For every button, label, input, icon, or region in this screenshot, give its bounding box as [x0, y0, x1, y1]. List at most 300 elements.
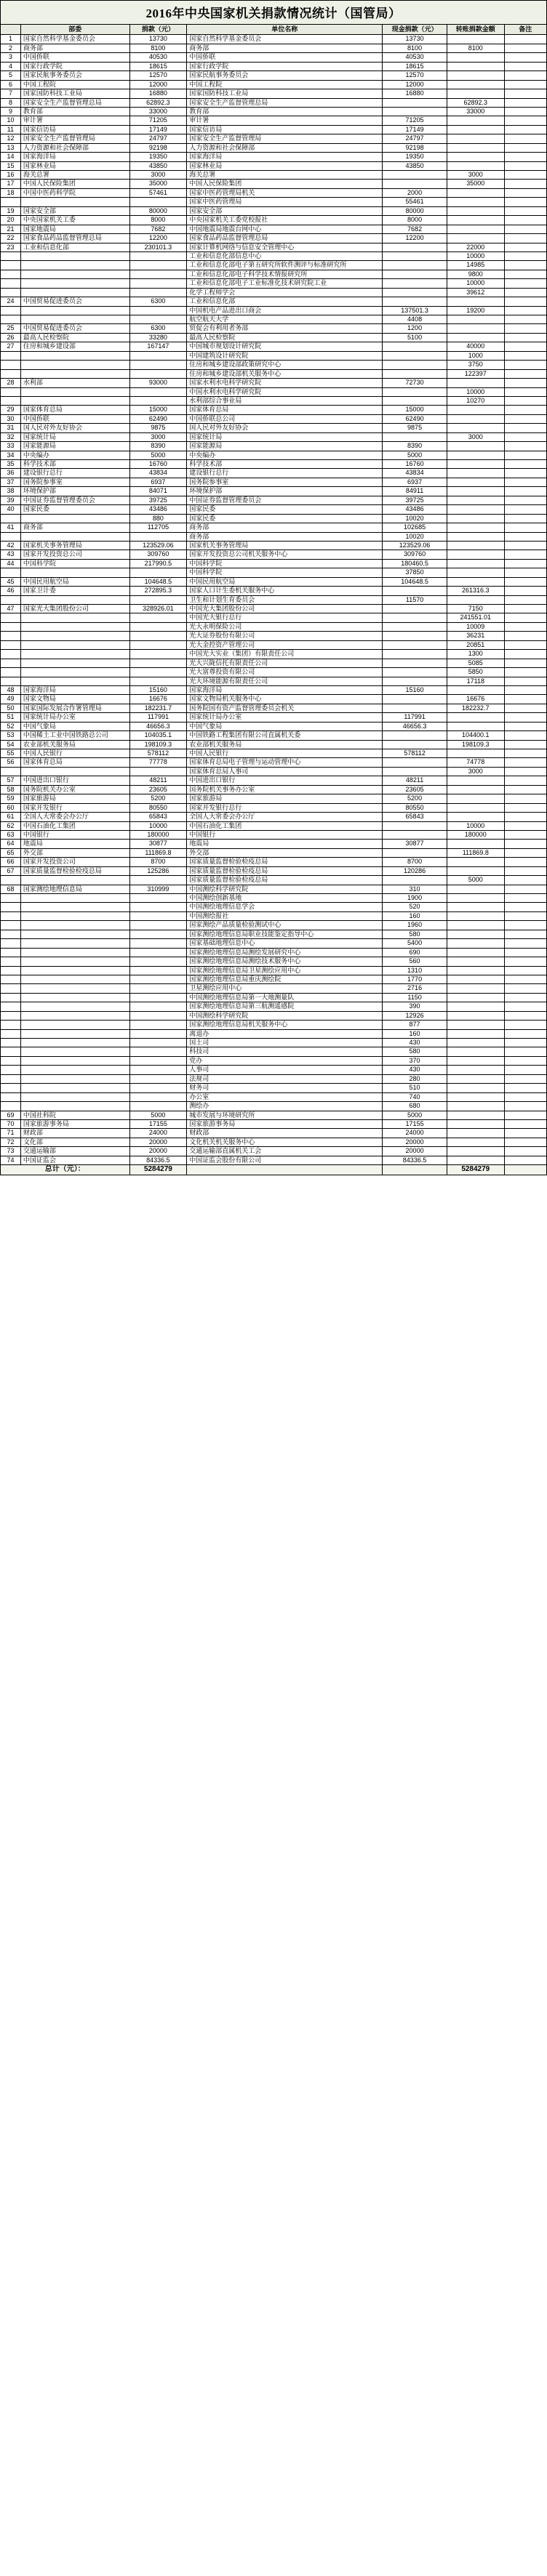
table-row: [1, 1084, 547, 1092]
table-row: [1, 695, 547, 704]
row-index: [1, 396, 21, 405]
table-row: [1, 514, 547, 523]
row-remark: [504, 876, 546, 885]
row-dept: 国家旅游事务局: [20, 1119, 129, 1128]
row-dept: [20, 396, 129, 405]
row-dept: [20, 532, 129, 541]
row-cash: 40530: [383, 53, 447, 62]
row-index: 20: [1, 216, 21, 225]
row-amount: [129, 568, 187, 577]
row-amount: 230101.3: [129, 243, 187, 251]
row-unit: 国家质量监督检验检疫总局: [187, 858, 383, 866]
row-index: [1, 966, 21, 975]
row-remark: [504, 469, 546, 478]
row-transfer: 7150: [447, 605, 504, 613]
row-amount: [129, 1084, 187, 1092]
row-amount: 3000: [129, 432, 187, 441]
row-remark: [504, 243, 546, 251]
row-remark: [504, 650, 546, 659]
row-amount: [129, 279, 187, 288]
row-dept: [20, 361, 129, 369]
row-transfer: [447, 813, 504, 821]
row-index: 8: [1, 98, 21, 107]
table-row: [1, 587, 547, 595]
table-row: [1, 451, 547, 459]
row-dept: [20, 911, 129, 920]
row-transfer: [447, 460, 504, 469]
table-row: [1, 1156, 547, 1164]
row-transfer: [447, 1002, 504, 1011]
row-transfer: 261316.3: [447, 587, 504, 595]
row-index: [1, 948, 21, 957]
table-row: [1, 776, 547, 785]
row-unit: 国家行政学院: [187, 62, 383, 71]
row-amount: [129, 1029, 187, 1038]
row-cash: 160: [383, 1029, 447, 1038]
row-index: [1, 957, 21, 966]
row-remark: [504, 361, 546, 369]
row-dept: [20, 1084, 129, 1092]
row-cash: 160: [383, 911, 447, 920]
row-amount: 33000: [129, 107, 187, 116]
row-index: 44: [1, 559, 21, 568]
row-index: 19: [1, 206, 21, 215]
row-cash: 430: [383, 1039, 447, 1047]
row-unit: 国家质量监督检验检疫总局: [187, 866, 383, 875]
table-row: [1, 1047, 547, 1056]
page-title: 2016年中央国家机关捐款情况统计（国管局）: [145, 7, 402, 20]
row-remark: [504, 432, 546, 441]
table-row: [1, 361, 547, 369]
table-row: [1, 153, 547, 161]
table-row: [1, 957, 547, 966]
row-transfer: [447, 939, 504, 948]
row-unit: 法规司: [187, 1074, 383, 1083]
row-transfer: [447, 1074, 504, 1083]
row-dept: 中国侨联: [20, 53, 129, 62]
row-cash: 690: [383, 948, 447, 957]
row-dept: [20, 1011, 129, 1020]
row-amount: [129, 640, 187, 649]
row-transfer: [447, 785, 504, 794]
row-remark: [504, 1102, 546, 1111]
row-amount: 62490: [129, 414, 187, 423]
table-row: [1, 342, 547, 351]
row-transfer: [447, 993, 504, 1002]
row-transfer: [447, 966, 504, 975]
row-amount: 578112: [129, 749, 187, 758]
row-unit: 财务司: [187, 1084, 383, 1092]
row-remark: [504, 605, 546, 613]
row-cash: [383, 640, 447, 649]
row-dept: [20, 1102, 129, 1111]
row-unit: 中国人民保险集团: [187, 180, 383, 188]
row-dept: 中国侨联: [20, 414, 129, 423]
row-cash: 80000: [383, 206, 447, 215]
row-amount: [129, 351, 187, 360]
row-amount: 48211: [129, 776, 187, 785]
row-cash: [383, 251, 447, 260]
row-index: 40: [1, 505, 21, 514]
page-title-bar: [0, 0, 547, 24]
row-index: 68: [1, 885, 21, 893]
row-remark: [504, 587, 546, 595]
row-remark: [504, 442, 546, 451]
row-unit: 国家基础地理信息中心: [187, 939, 383, 948]
row-transfer: [447, 153, 504, 161]
row-transfer: [447, 424, 504, 432]
row-index: [1, 622, 21, 631]
row-dept: 中国人民银行: [20, 749, 129, 758]
row-cash: 5200: [383, 794, 447, 803]
table-row: [1, 911, 547, 920]
row-unit: 办公室: [187, 1092, 383, 1101]
row-cash: 15000: [383, 406, 447, 414]
row-unit: 中国证券监督管理委员会: [187, 496, 383, 504]
row-index: 58: [1, 785, 21, 794]
row-cash: 8000: [383, 216, 447, 225]
row-dept: [20, 261, 129, 270]
row-transfer: 182232.7: [447, 704, 504, 712]
row-remark: [504, 713, 546, 722]
row-index: 24: [1, 297, 21, 306]
table-row: [1, 948, 547, 957]
row-index: 54: [1, 740, 21, 749]
row-transfer: [447, 333, 504, 342]
row-index: [1, 911, 21, 920]
row-cash: 1200: [383, 324, 447, 333]
row-remark: [504, 677, 546, 685]
row-unit: 国家体育总局电子管理与运动管理中心: [187, 758, 383, 767]
row-amount: 8100: [129, 44, 187, 52]
row-transfer: 62892.3: [447, 98, 504, 107]
row-amount: 93000: [129, 379, 187, 387]
row-remark: [504, 984, 546, 993]
row-index: 23: [1, 243, 21, 251]
row-cash: 5000: [383, 451, 447, 459]
table-row: [1, 785, 547, 794]
table-row: [1, 206, 547, 215]
row-remark: [504, 1074, 546, 1083]
row-amount: 8390: [129, 442, 187, 451]
row-dept: 中国贸易促进委员会: [20, 297, 129, 306]
row-unit: 国家水利水电科学研究院: [187, 379, 383, 387]
row-amount: [129, 622, 187, 631]
row-transfer: [447, 948, 504, 957]
row-cash: 5000: [383, 1111, 447, 1119]
row-remark: [504, 206, 546, 215]
row-remark: [504, 225, 546, 233]
row-dept: 农业部机关服务局: [20, 740, 129, 749]
row-unit: 国家测绘产品质量检验测试中心: [187, 921, 383, 930]
row-unit: 外交部: [187, 848, 383, 857]
row-remark: [504, 523, 546, 532]
row-amount: 8000: [129, 216, 187, 225]
row-cash: 23605: [383, 785, 447, 794]
row-remark: [504, 53, 546, 62]
row-dept: 教育部: [20, 107, 129, 116]
row-dept: 审计署: [20, 116, 129, 125]
row-dept: 国家体育总局: [20, 758, 129, 767]
table-row: [1, 478, 547, 486]
row-unit: 国人民对外友好协会: [187, 424, 383, 432]
row-cash: [383, 342, 447, 351]
row-amount: [129, 198, 187, 206]
row-index: 57: [1, 776, 21, 785]
row-dept: 最高人民检察院: [20, 333, 129, 342]
donation-table: [0, 24, 547, 1175]
row-transfer: [447, 794, 504, 803]
row-dept: 国家安全部: [20, 206, 129, 215]
row-amount: [129, 396, 187, 405]
row-amount: 112705: [129, 523, 187, 532]
row-remark: [504, 1056, 546, 1065]
row-cash: [383, 361, 447, 369]
row-cash: [383, 351, 447, 360]
row-amount: 111869.8: [129, 848, 187, 857]
row-amount: 309760: [129, 550, 187, 559]
row-unit: 环境保护部: [187, 487, 383, 496]
row-remark: [504, 306, 546, 315]
row-cash: 2000: [383, 188, 447, 197]
row-index: 29: [1, 406, 21, 414]
row-amount: 880: [129, 514, 187, 523]
row-amount: [129, 939, 187, 948]
row-index: 72: [1, 1138, 21, 1146]
table-row: [1, 387, 547, 396]
row-dept: [20, 1047, 129, 1056]
row-amount: [129, 993, 187, 1002]
row-cash: 309760: [383, 550, 447, 559]
row-unit: 国家机关事务管理局: [187, 541, 383, 550]
row-remark: [504, 613, 546, 622]
table-row: [1, 523, 547, 532]
row-amount: 15000: [129, 406, 187, 414]
row-unit: 文化机关机关服务中心: [187, 1138, 383, 1146]
row-dept: [20, 632, 129, 640]
row-cash: [383, 876, 447, 885]
row-transfer: [447, 234, 504, 243]
row-cash: 12570: [383, 71, 447, 80]
row-index: 60: [1, 803, 21, 812]
row-remark: [504, 776, 546, 785]
row-remark: [504, 921, 546, 930]
row-amount: 19350: [129, 153, 187, 161]
row-unit: 国家开发投资总公司机关服务中心: [187, 550, 383, 559]
row-cash: 43486: [383, 505, 447, 514]
row-dept: [20, 659, 129, 667]
table-row: [1, 198, 547, 206]
row-unit: 国家开发银行总行: [187, 803, 383, 812]
row-dept: 中国进出口银行: [20, 776, 129, 785]
row-cash: [383, 270, 447, 278]
row-remark: [504, 794, 546, 803]
row-index: 42: [1, 541, 21, 550]
row-amount: [129, 315, 187, 324]
row-amount: 104648.5: [129, 577, 187, 586]
table-row: [1, 496, 547, 504]
total-cash-blank: [383, 1165, 447, 1175]
row-amount: [129, 948, 187, 957]
row-amount: 15160: [129, 685, 187, 694]
table-head: [1, 25, 547, 35]
row-amount: 43850: [129, 161, 187, 170]
row-remark: [504, 939, 546, 948]
table-row: [1, 930, 547, 938]
row-index: 5: [1, 71, 21, 80]
row-index: 4: [1, 62, 21, 71]
row-amount: 9875: [129, 424, 187, 432]
row-dept: 国家质量监督检验检疫总局: [20, 866, 129, 875]
row-transfer: [447, 496, 504, 504]
row-dept: [20, 514, 129, 523]
row-cash: [383, 731, 447, 740]
total-amount-left: 5284279: [129, 1165, 187, 1175]
row-amount: 35000: [129, 180, 187, 188]
table-row: [1, 650, 547, 659]
row-amount: [129, 1002, 187, 1011]
row-dept: 国务院机关办公室: [20, 785, 129, 794]
row-remark: [504, 848, 546, 857]
row-amount: [129, 632, 187, 640]
row-cash: 20000: [383, 1147, 447, 1156]
row-unit: 光大兴陇信托有限责任公司: [187, 659, 383, 667]
row-remark: [504, 98, 546, 107]
row-index: 25: [1, 324, 21, 333]
col-amount: 捐款（元）: [129, 25, 187, 35]
row-transfer: [447, 1047, 504, 1056]
row-transfer: [447, 749, 504, 758]
row-amount: 13730: [129, 35, 187, 44]
row-index: [1, 876, 21, 885]
table-row: [1, 939, 547, 948]
row-unit: 中央国家机关工委党校报社: [187, 216, 383, 225]
row-dept: [20, 921, 129, 930]
total-transfer: 5284279: [447, 1165, 504, 1175]
row-amount: 43834: [129, 469, 187, 478]
row-dept: [20, 1074, 129, 1083]
row-transfer: 10009: [447, 622, 504, 631]
row-remark: [504, 813, 546, 821]
row-remark: [504, 767, 546, 776]
row-transfer: 33000: [447, 107, 504, 116]
row-transfer: [447, 984, 504, 993]
row-cash: 12200: [383, 234, 447, 243]
row-index: [1, 632, 21, 640]
row-unit: 中国测绘科学研究院: [187, 1011, 383, 1020]
row-cash: 310: [383, 885, 447, 893]
row-remark: [504, 251, 546, 260]
total-remark-blank: [504, 1165, 546, 1175]
row-unit: 国家测绘地理信息局机关服务中心: [187, 1021, 383, 1029]
row-index: 73: [1, 1147, 21, 1156]
row-dept: [20, 315, 129, 324]
row-transfer: [447, 858, 504, 866]
row-transfer: [447, 487, 504, 496]
row-cash: 1150: [383, 993, 447, 1002]
row-transfer: [447, 1011, 504, 1020]
row-unit: 国家自然科学基金委员会: [187, 35, 383, 44]
table-row: [1, 98, 547, 107]
row-remark: [504, 1092, 546, 1101]
row-transfer: [447, 1156, 504, 1164]
row-amount: 16880: [129, 89, 187, 98]
table-row: [1, 668, 547, 677]
row-remark: [504, 803, 546, 812]
row-index: [1, 568, 21, 577]
row-dept: 国人民对外友好协会: [20, 424, 129, 432]
row-dept: [20, 270, 129, 278]
table-row: [1, 550, 547, 559]
row-index: [1, 261, 21, 270]
table-row: [1, 830, 547, 839]
table-row: [1, 722, 547, 730]
row-unit: 国家统计局办公室: [187, 713, 383, 722]
row-amount: 5000: [129, 451, 187, 459]
row-transfer: [447, 1102, 504, 1111]
row-unit: 水利部综合事业局: [187, 396, 383, 405]
row-index: 50: [1, 704, 21, 712]
table-row: [1, 595, 547, 604]
row-dept: [20, 288, 129, 297]
col-remark: 备注: [504, 25, 546, 35]
row-transfer: [447, 71, 504, 80]
row-index: 2: [1, 44, 21, 52]
row-transfer: [447, 116, 504, 125]
row-unit: 全国人大常委会办公厅: [187, 813, 383, 821]
table-row: [1, 803, 547, 812]
row-amount: 57461: [129, 188, 187, 197]
row-unit: 中央编办: [187, 451, 383, 459]
row-index: 3: [1, 53, 21, 62]
table-row: [1, 333, 547, 342]
table-row: [1, 1066, 547, 1074]
row-unit: 商务部: [187, 523, 383, 532]
row-amount: [129, 288, 187, 297]
row-index: 74: [1, 1156, 21, 1164]
row-remark: [504, 577, 546, 586]
row-transfer: [447, 541, 504, 550]
row-cash: [383, 387, 447, 396]
row-transfer: 1300: [447, 650, 504, 659]
table-row: [1, 975, 547, 983]
row-dept: 国家安全生产监督管理总局: [20, 98, 129, 107]
table-row: [1, 216, 547, 225]
row-index: 35: [1, 460, 21, 469]
row-index: 49: [1, 695, 21, 704]
row-unit: 中国建筑设计研究院: [187, 351, 383, 360]
row-index: [1, 668, 21, 677]
row-transfer: [447, 451, 504, 459]
row-unit: 中国银行: [187, 830, 383, 839]
row-transfer: 5850: [447, 668, 504, 677]
row-dept: [20, 640, 129, 649]
row-amount: 80550: [129, 803, 187, 812]
row-transfer: 39612: [447, 288, 504, 297]
row-transfer: [447, 1029, 504, 1038]
row-unit: 国家体育总局人事司: [187, 767, 383, 776]
row-cash: [383, 677, 447, 685]
row-cash: 740: [383, 1092, 447, 1101]
row-amount: [129, 1056, 187, 1065]
row-remark: [504, 1119, 546, 1128]
row-remark: [504, 342, 546, 351]
row-cash: [383, 848, 447, 857]
row-amount: [129, 659, 187, 667]
row-amount: 39725: [129, 496, 187, 504]
row-amount: [129, 1092, 187, 1101]
row-transfer: [447, 595, 504, 604]
